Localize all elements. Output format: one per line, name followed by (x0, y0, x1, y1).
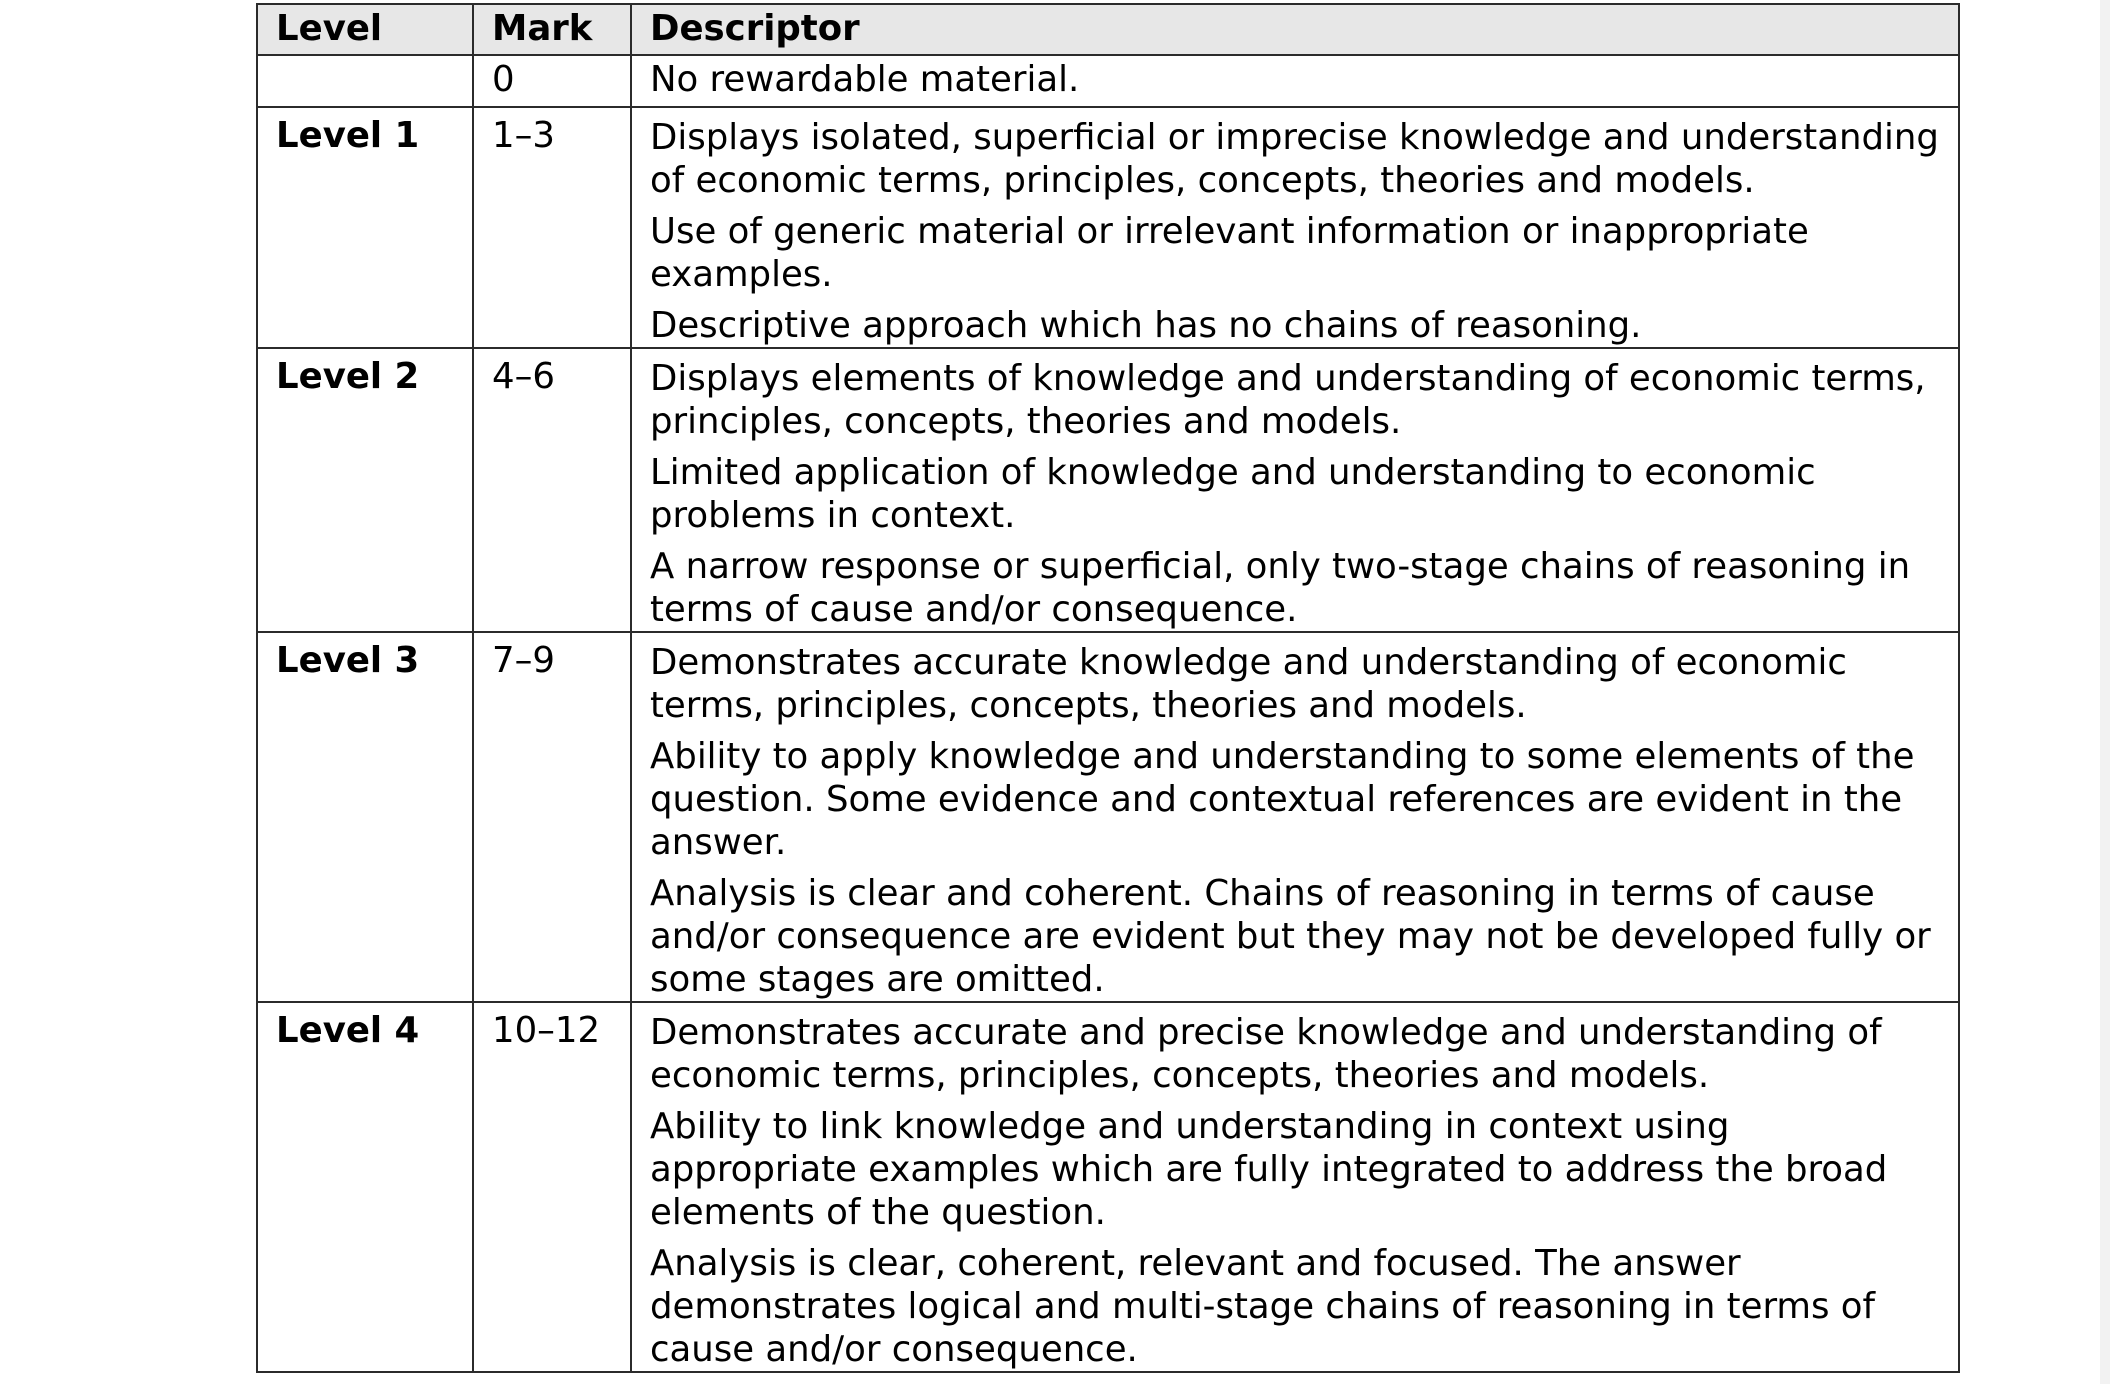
descriptor-text: Demonstrates accurate knowledge and understanding of economic terms, principles, concepts, theories and models. (650, 642, 1847, 726)
level-cell: Level 3 (257, 632, 473, 1002)
descriptor-text: Ability to apply knowledge and understanding to some elements of the question. Some evidence and contextual references are evident in the answer. (650, 736, 1915, 863)
table-row (257, 1002, 1959, 1372)
header-mark: Mark (473, 4, 631, 55)
mark-cell: 7–9 (473, 632, 631, 1002)
descriptor-cell (631, 348, 1959, 632)
table-row (257, 632, 1959, 1002)
header-descriptor: Descriptor (631, 4, 1959, 55)
level-cell: Level 1 (257, 107, 473, 348)
descriptor-text: Descriptive approach which has no chains of reasoning. (650, 305, 1642, 346)
mark-cell: 10–12 (473, 1002, 631, 1372)
descriptor-text: A narrow response or superficial, only two-stage chains of reasoning in terms of cause and/or consequence. (650, 546, 1911, 630)
table-row (257, 55, 1959, 107)
table-row (257, 107, 1959, 348)
descriptor-cell (631, 107, 1959, 348)
descriptor-cell (631, 55, 1959, 107)
table-header-row (257, 4, 1959, 55)
descriptor-text: Use of generic material or irrelevant information or inappropriate examples. (650, 211, 1809, 295)
descriptor-text: Displays isolated, superficial or imprecise knowledge and understanding of economic terms, principles, concepts, theories and models. (650, 117, 1939, 201)
table-row (257, 348, 1959, 632)
descriptor-text: Ability to link knowledge and understanding in context using appropriate examples which are fully integrated to address the broad elements of the question. (650, 1106, 1888, 1233)
header-level: Level (257, 4, 473, 55)
level-cell: Level 2 (257, 348, 473, 632)
level-cell: Level 4 (257, 1002, 473, 1372)
level-cell (257, 55, 473, 107)
descriptor-text: Analysis is clear and coherent. Chains of reasoning in terms of cause and/or consequence are evident but they may not be developed fully or some stages are omitted. (650, 873, 1931, 1000)
mark-cell: 4–6 (473, 348, 631, 632)
descriptor-cell (631, 1002, 1959, 1372)
descriptor-cell (631, 632, 1959, 1002)
mark-scheme-table (256, 3, 1960, 1373)
descriptor-text: Analysis is clear, coherent, relevant and focused. The answer demonstrates logical and multi-stage chains of reasoning in terms of cause and/or consequence. (650, 1243, 1875, 1370)
mark-cell: 1–3 (473, 107, 631, 348)
descriptor-text: Limited application of knowledge and understanding to economic problems in context. (650, 452, 1816, 536)
descriptor-text: No rewardable material. (650, 59, 1080, 100)
descriptor-text: Demonstrates accurate and precise knowledge and understanding of economic terms, principles, concepts, theories and models. (650, 1012, 1882, 1096)
mark-cell: 0 (473, 55, 631, 107)
descriptor-text: Displays elements of knowledge and understanding of economic terms, principles, concepts, theories and models. (650, 358, 1926, 442)
